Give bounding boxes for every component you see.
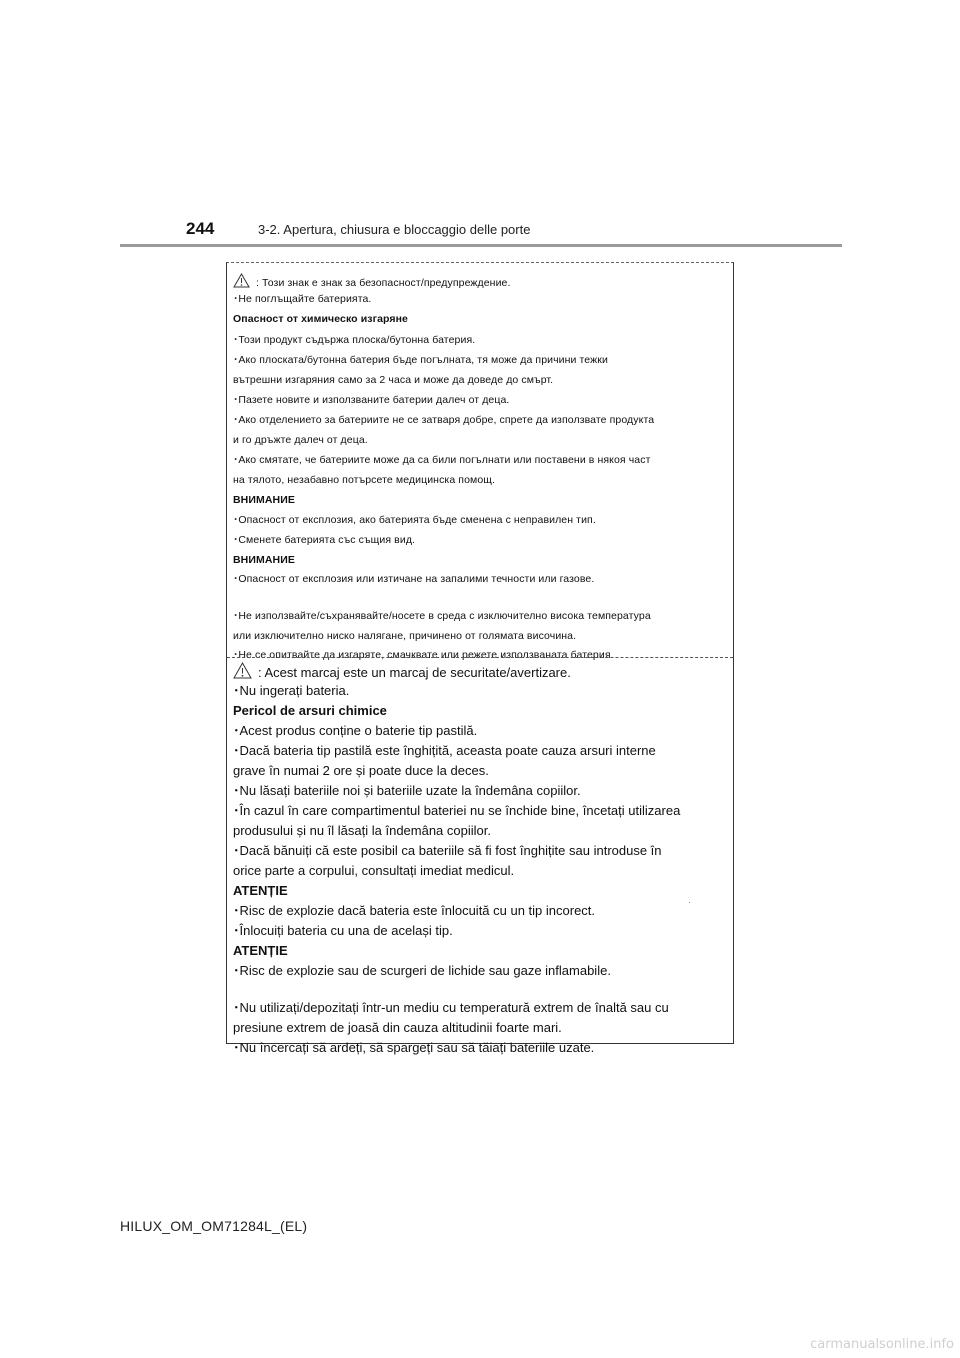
bulgarian-notice — [233, 271, 727, 661]
bg-line: ･Ако плоската/бутонна батерия бъде погълната, тя може да причини тежки — [233, 354, 608, 366]
ro-heading-chemical-burn: Pericol de arsuri chimice — [233, 703, 387, 718]
ro-line: ･Risc de explozie dacă bateria este înlocuită cu un tip incorect. — [233, 903, 596, 918]
ro-line: ･Nu încercați să ardeți, să spargeți sau să tăiați bateriile uzate. — [233, 1040, 595, 1055]
bg-line: ･Опасност от експлозия, ако батерията бъде сменена с неправилен тип. — [233, 514, 596, 526]
scan-speck — [689, 902, 690, 903]
ro-line: ･În cazul în care compartimentul bateriei nu se închide bine, încetați utilizarea — [233, 803, 681, 818]
bg-heading-caution: ВНИМАНИЕ — [233, 554, 295, 566]
bg-heading-caution: ВНИМАНИЕ — [233, 494, 295, 506]
bg-heading-chemical-burn: Опасност от химическо изгаряне — [233, 313, 408, 325]
bg-line: вътрешни изгаряния само за 2 часа и може да доведе до смърт. — [233, 374, 554, 386]
ro-line: ･Înlocuiți bateria cu una de același tip. — [233, 923, 453, 938]
bg-line: ･Опасност от експлозия или изтичане на запалими течности или газове. — [233, 573, 595, 585]
bg-line: ･Този продукт съдържа плоска/бутонна батерия. — [233, 334, 476, 346]
section-title: 3-2. Apertura, chiusura e bloccaggio delle porte — [258, 222, 531, 237]
document-code: HILUX_OM_OM71284L_(EL) — [120, 1218, 308, 1234]
bg-symbol-legend — [233, 273, 511, 290]
bg-line: и го дръжте далеч от деца. — [233, 434, 368, 446]
bg-line: ･Сменете батерията със същия вид. — [233, 534, 416, 546]
ro-symbol-legend — [233, 662, 571, 681]
ro-line: ･Nu utilizați/depozitați într-un mediu cu temperatură extrem de înaltă sau cu — [233, 1000, 669, 1015]
bg-line: ･Ако смятате, че батериите може да са били погълнати или поставени в някоя част — [233, 454, 651, 466]
romanian-notice — [233, 660, 727, 1055]
ro-line: produsului și nu îl lăsați la îndemâna copiilor. — [233, 823, 491, 838]
bg-line: или изключително ниско налягане, причинено от голямата височина. — [233, 630, 577, 642]
language-divider — [227, 657, 733, 658]
ro-heading-caution: ATENȚIE — [233, 883, 288, 898]
ro-line: ･Risc de explozie sau de scurgeri de lichide sau gaze inflamabile. — [233, 963, 611, 978]
ro-line: ･Nu ingerați bateria. — [233, 683, 350, 698]
warning-triangle-icon — [233, 273, 250, 288]
warning-triangle-icon — [233, 662, 252, 679]
bg-line: ･Ако отделението за батериите не се затваря добре, спрете да използвате продукта — [233, 414, 655, 426]
ro-line: ･Acest produs conține o baterie tip pastilă. — [233, 723, 478, 738]
ro-line: presiune extrem de joasă din cauza altitudinii foarte mari. — [233, 1020, 562, 1035]
header-rule — [120, 244, 842, 247]
ro-symbol-legend-text: : Acest marcaj este un marcaj de securitate/avertizare. — [258, 665, 571, 680]
bg-line: на тялото, незабавно потърсете медицинска помощ. — [233, 474, 496, 486]
ro-line: ･Dacă bateria tip pastilă este înghițită, aceasta poate cauza arsuri interne — [233, 743, 656, 758]
page-number: 244 — [186, 219, 215, 238]
watermark: carmanualsonline.info — [810, 1337, 954, 1352]
bg-line: ･Пазете новите и използваните батерии далеч от деца. — [233, 394, 510, 406]
battery-warning-box — [226, 262, 734, 1055]
bg-line: ･Не се опитвайте да изгаряте, смачквате или режете използваната батерия. — [233, 649, 614, 661]
bg-line: ･Не поглъщайте батерията. — [233, 293, 372, 305]
ro-line: ･Nu lăsați bateriile noi și bateriile uzate la îndemâna copiilor. — [233, 783, 581, 798]
ro-line: grave în numai 2 ore și poate duce la deces. — [233, 763, 489, 778]
ro-heading-caution: ATENȚIE — [233, 943, 288, 958]
bg-line: ･Не използвайте/съхранявайте/носете в среда с изключително висока температура — [233, 610, 651, 622]
ro-line: ･Dacă bănuiți că este posibil ca bateriile să fi fost înghițite sau introduse în — [233, 843, 662, 858]
ro-line: orice parte a corpului, consultați imediat medicul. — [233, 863, 515, 878]
bg-symbol-legend-text: : Този знак е знак за безопасност/предупреждение. — [256, 277, 511, 289]
